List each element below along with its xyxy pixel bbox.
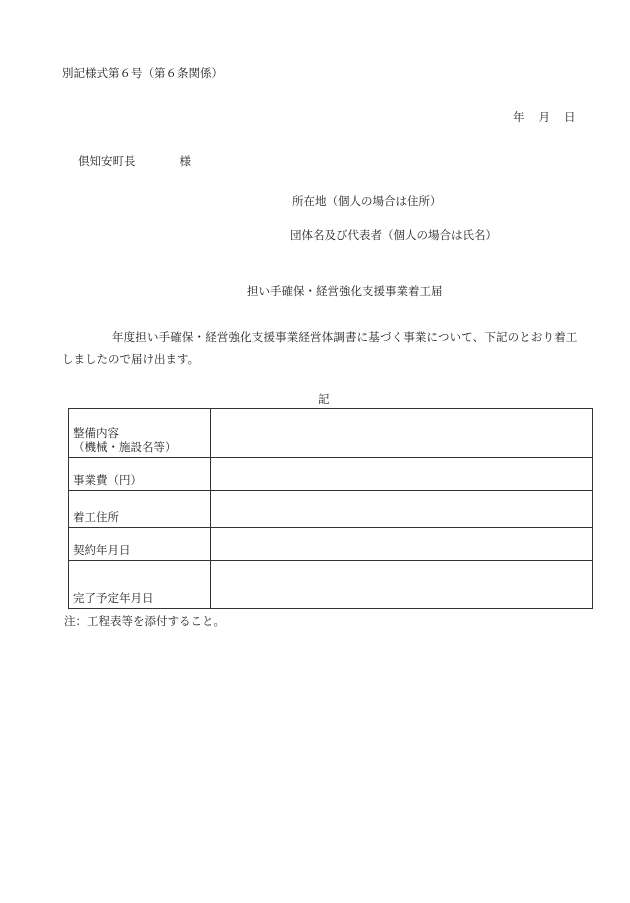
row-label-main: 整備内容 — [73, 426, 119, 440]
table-row — [69, 409, 593, 458]
row-value-contract-date — [211, 528, 593, 561]
applicant-name-label: 団体名及び代表者（個人の場合は氏名） — [290, 228, 497, 242]
table-row — [69, 491, 593, 528]
date-month-label: 月 — [538, 110, 550, 124]
date-day-label: 日 — [564, 110, 576, 124]
form-number: 別記様式第６号（第６条関係） — [62, 66, 223, 80]
body-line-1: 年度担い手確保・経営強化支援事業経営体調書に基づく事業について、下記のとおり着工 — [112, 330, 578, 344]
row-label-completion-date: 完了予定年月日 — [69, 561, 211, 609]
addressee-suffix: 様 — [179, 154, 191, 168]
row-value-completion-date — [211, 561, 593, 609]
row-label-construction-address: 着工住所 — [69, 491, 211, 528]
row-label-contract-date: 契約年月日 — [69, 528, 211, 561]
date-line — [513, 110, 576, 124]
row-value-project-cost — [211, 458, 593, 491]
row-label-project-cost: 事業費（円） — [69, 458, 211, 491]
table-row — [69, 458, 593, 491]
row-label-sub: （機械・施設名等） — [73, 440, 177, 454]
document-title: 担い手確保・経営強化支援事業着工届 — [247, 284, 443, 298]
row-value-work-content — [211, 409, 593, 458]
date-year-label: 年 — [513, 110, 525, 124]
body-text — [62, 326, 584, 370]
addressee-name: 倶知安町長 — [78, 154, 136, 168]
addressee — [78, 154, 191, 168]
body-line-2: しましたので届け出ます。 — [62, 352, 200, 366]
applicant-address-label: 所在地（個人の場合は住所） — [292, 194, 442, 208]
table-row — [69, 561, 593, 609]
detail-table — [68, 408, 593, 609]
ki-heading: 記 — [318, 392, 330, 406]
table-row — [69, 528, 593, 561]
row-label-work-content — [69, 409, 211, 458]
note-text: 注：工程表等を添付すること。 — [64, 614, 225, 628]
row-value-construction-address — [211, 491, 593, 528]
